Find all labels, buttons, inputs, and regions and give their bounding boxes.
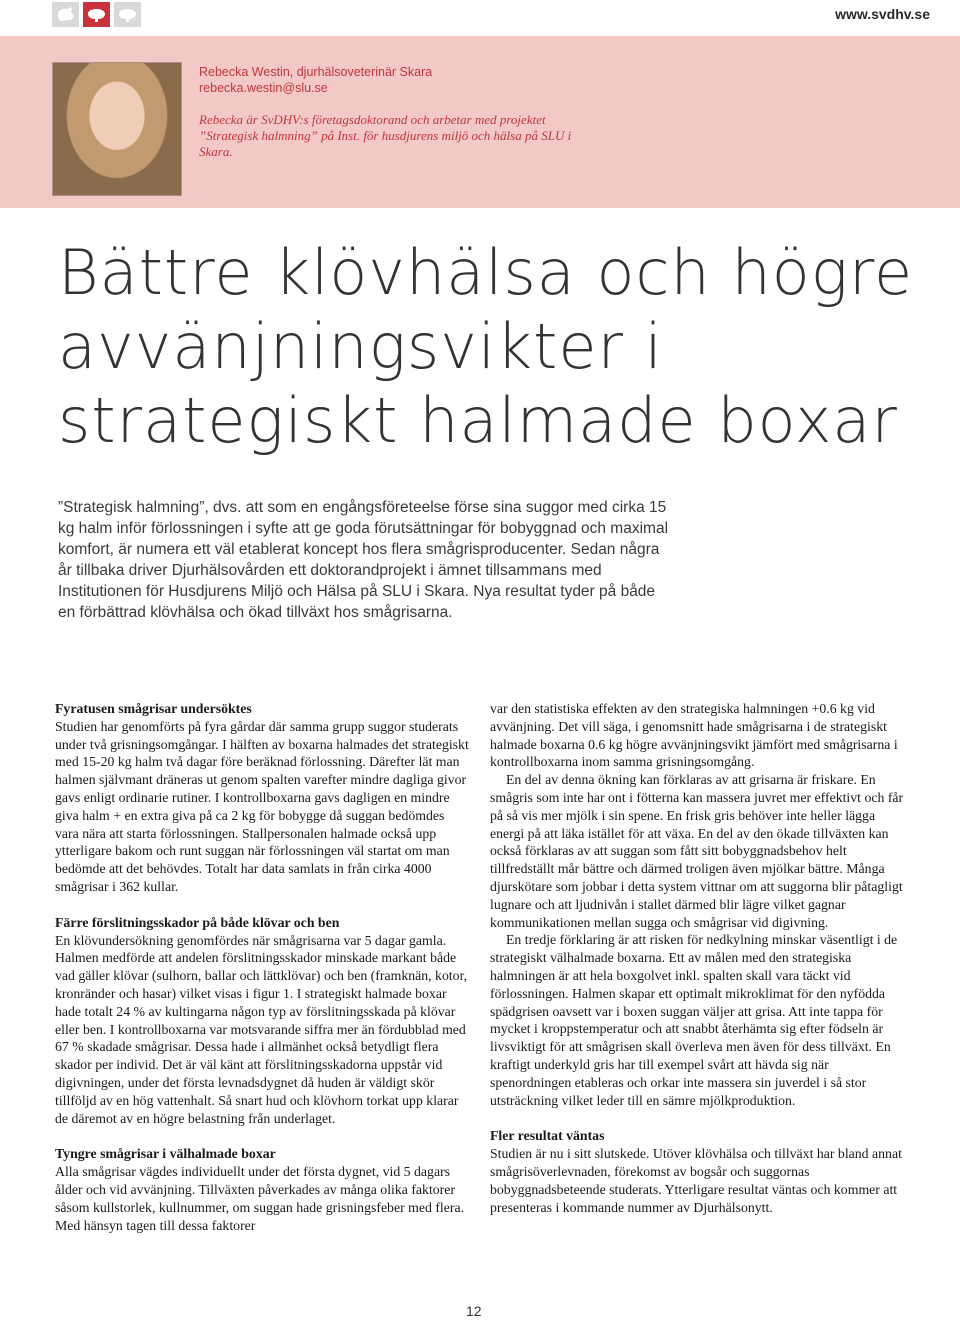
site-url[interactable]: www.svdhv.se [835,6,930,22]
paragraph: var den statistiska effekten av den strategiska halmningen +0.6 kg vid avvänjning. Det vill säga, i genomsnitt hade smågrisarna i de strategiskt halmade boxarna 0.6 kg högre avvänjningsvikt jämfört med smågrisarna i kontrollboxarna inom samma grisningsomgång. [490,701,898,770]
pig-icon [83,2,110,27]
body-column-right [490,700,906,1216]
author-email[interactable]: rebecka.westin@slu.se [199,81,328,95]
paragraph: Alla smågrisar vägdes individuellt under det första dygnet, vid 5 dagars ålder och vid avvänjning. Tillväxten påverkades av många olika faktorer såsom kullstorlek, kullnummer, om suggan hade grisningsfeber med flera. Med hänsyn tagen till dessa faktorer [55,1164,465,1233]
paragraph: Studien har genomförts på fyra gårdar där samma grupp suggor studerats under två grisningsomgångar. I hälften av boxarna halmades det strategiskt med 15-20 kg halm två dagar före beräknad förlossning. Därefter lät man halmen självmant dräneras ut genom spalten varefter mindre dagliga givor gavs enligt ordinarie rutiner. I kontrollboxarna gavs dagligen en mindre giva halm + en extra giva på ca 2 kg för bobygge då suggan bedömdes vara nära att starta förlossningen. Stallpersonalen halmade också upp ytterligare bakom och runt suggan när förlossningen väl startat om man bedömde att det behövdes. Totalt har data samlats in från cirka 4000 smågrisar i 362 kullar. [55,718,469,894]
paragraph: En tredje förklaring är att risken för nedkylning minskar väsentligt i de strategiskt välhalmade boxarna. Ett av målen med den strategiska halmningen är att hela boxgolvet inkl. spalten skall vara täckt vid förlossningen. Halmen skapar ett optimalt mikroklimat för den nyfödda spädgrisen oavsett var i boxen suggan väljer att grisa. Att inte tappa för mycket i kroppstemperatur och att snabbt återhämta sig efter födseln är livsviktigt för att smågrisen skall överleva men även för dess tillväxt. En kraftigt underkyld gris har till exempel svårt att hävda sig när spenordningen etableras och orkar inte massera sin juverdel i så stor utsträckning vilket leder till en sämre mjölkproduktion. [490,932,898,1108]
title-line: strategiskt halmade boxar [58,384,898,457]
header-icons [52,2,141,27]
article-lead: ”Strategisk halmning”, dvs. att som en engångsföreteelse förse sina suggor med cirka 15 kg halm inför förlossningen i syfte att ge goda förutsättningar för bobyggnad och maximal komfort, är numera ett väl etablerat koncept hos flera smågrisproducenter. Sedan några år tillbaka driver Djurhälsovården ett doktorandprojekt i ämnet tillsammans med Institutionen för Husdjurens Miljö och Hälsa på SLU i Skara. Nya resultat tyder på både en förbättrad klövhälsa och ökad tillväxt hos smågrisarna. [58,499,669,621]
section-heading: Tyngre smågrisar i välhalmade boxar [55,1146,276,1162]
author-photo [52,62,182,196]
title-line: avvänjningsvikter i [58,310,663,383]
page-number: 12 [466,1303,482,1319]
paragraph: En klövundersökning genomfördes när smågrisarna var 5 dagar gamla. Halmen medförde att andelen förslitningsskador minskade markant både vad gäller klövar (sulhorn, ballar och lättklövar) och ben (framknän, kotor, kronränder och hasar) vilket visas i figur 1. I strategiskt halmade boxar hade totalt 24 % av kultingarna någon typ av förslitningsskada på klövar eller ben. I kontrollboxarna var motsvarande siffra mer än fördubblad med 67 % skadade smågrisar. Dessa hade i allmänhet också betydligt flera skador per individ. Det är väl känt att förslitningsskadorna uppstår vid digivningen, under det första levnadsdygnet då huden är väldigt skör tillföljd av en hög vattenhalt. Så snart hud och klövhorn torkat upp klarar de däremot av en högre belastning från underlaget. [55,932,468,1126]
section-heading: Fler resultat väntas [490,1128,605,1144]
article-title [58,236,938,458]
author-name: Rebecka Westin, djurhälsoveterinär Skara [199,65,433,79]
body-column-left [55,700,471,1234]
paragraph: En del av denna ökning kan förklaras av att grisarna är friskare. En smågris som inte har ont i fötterna kan massera juvret mer effektivt och får på så vis mer mjölk i sin spene. En frisk gris behöver inte heller lägga energi på att läka istället för att växa. En del av den ökade tillväxten kan också förklaras av att suggan som fått sitt bobyggnadsbehov helt tillfredställt mår bättre och därmed troligen även mjölkar bättre. Många djurskötare som jobbar i detta system vittnar om att suggorna blir påtagligt lugnare och att ljudnivån i stallet därmed blir lägre vilket gagnar kommunikationen mellan sugga och smågrisar vid digivning. [490,772,904,930]
pig-icon [114,2,141,27]
section-heading: Färre förslitningsskador på både klövar och ben [55,914,340,930]
pig-head-icon [52,2,79,27]
title-line: Bättre klövhälsa och högre [58,236,914,309]
section-heading: Fyratusen smågrisar undersöktes [55,701,252,716]
paragraph: Studien är nu i sitt slutskede. Utöver klövhälsa och tillväxt har bland annat smågrisöverlevnaden, förekomst av bogsår och suggornas bobyggnadsbeteende studerats. Ytterligare resultat väntas och kommer att presenteras i kommande nummer av Djurhälsonytt. [490,1146,902,1215]
author-bio: Rebecka är SvDHV:s företagsdoktorand och arbetar med projektet ”Strategisk halmning” på Inst. för husdjurens miljö och hälsa på SLU i Skara. [199,112,572,159]
